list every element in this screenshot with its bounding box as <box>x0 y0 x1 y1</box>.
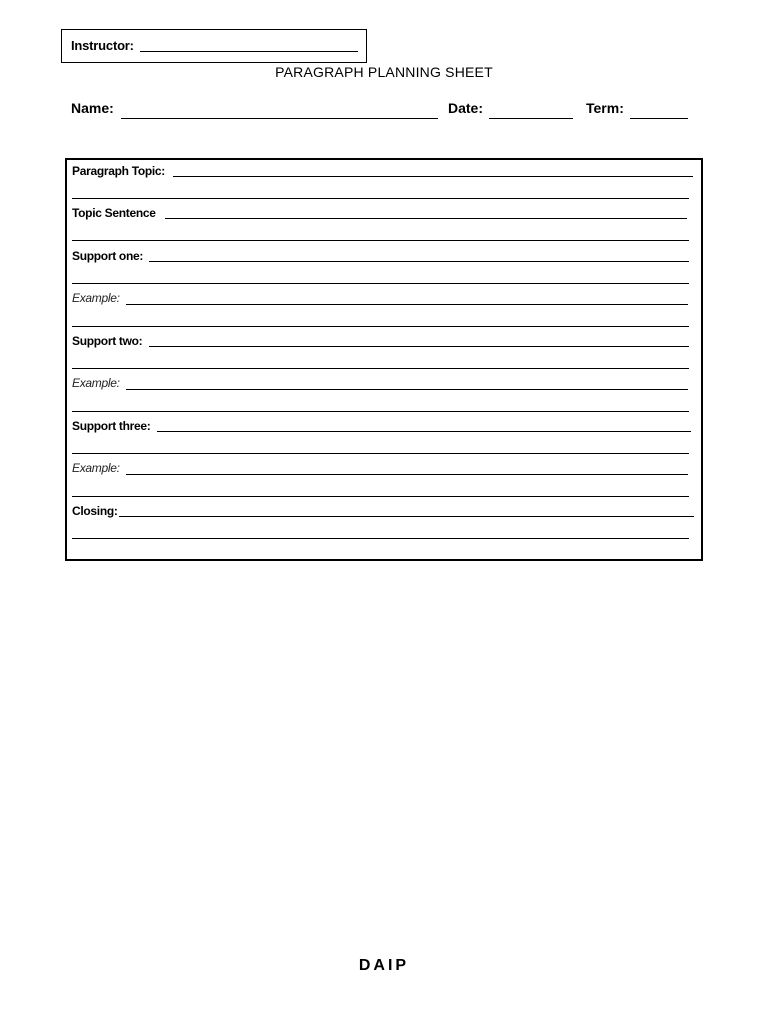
example-three-line-1[interactable] <box>126 474 688 475</box>
instructor-box <box>61 29 367 63</box>
support-one-line-2[interactable] <box>72 283 689 284</box>
example-two-line-1[interactable] <box>126 389 688 390</box>
example-one-line-2[interactable] <box>72 326 689 327</box>
date-label: Date: <box>448 100 484 116</box>
closing-label: Closing: <box>72 504 118 518</box>
term-label: Term: <box>586 100 624 116</box>
support-one-label: Support one: <box>72 249 144 263</box>
paragraph-topic-label: Paragraph Topic: <box>72 164 165 178</box>
name-field[interactable] <box>121 118 438 119</box>
instructor-label: Instructor: <box>71 38 134 53</box>
paragraph-topic-line-2[interactable] <box>72 198 689 199</box>
name-label: Name: <box>71 100 114 116</box>
paragraph-topic-line-1[interactable] <box>173 176 693 177</box>
term-field[interactable] <box>630 118 688 119</box>
support-two-line-1[interactable] <box>149 346 689 347</box>
closing-line-1[interactable] <box>119 516 694 517</box>
example-one-line-1[interactable] <box>126 304 688 305</box>
daip-logo: DAIP <box>358 957 410 974</box>
example-two-label: Example: <box>72 376 120 390</box>
example-three-label: Example: <box>72 461 120 475</box>
example-two-line-2[interactable] <box>72 411 689 412</box>
closing-line-2[interactable] <box>72 538 689 539</box>
date-field[interactable] <box>489 118 573 119</box>
support-three-line-2[interactable] <box>72 453 689 454</box>
page-title: PARAGRAPH PLANNING SHEET <box>275 64 493 80</box>
topic-sentence-line-1[interactable] <box>165 218 687 219</box>
support-two-label: Support two: <box>72 334 143 348</box>
example-one-label: Example: <box>72 291 120 305</box>
support-one-line-1[interactable] <box>149 261 689 262</box>
support-three-line-1[interactable] <box>157 431 691 432</box>
planning-form <box>65 158 703 561</box>
topic-sentence-line-2[interactable] <box>72 240 689 241</box>
topic-sentence-label: Topic Sentence <box>72 206 156 220</box>
example-three-line-2[interactable] <box>72 496 689 497</box>
support-three-label: Support three: <box>72 419 151 433</box>
instructor-field[interactable] <box>140 51 358 52</box>
support-two-line-2[interactable] <box>72 368 689 369</box>
